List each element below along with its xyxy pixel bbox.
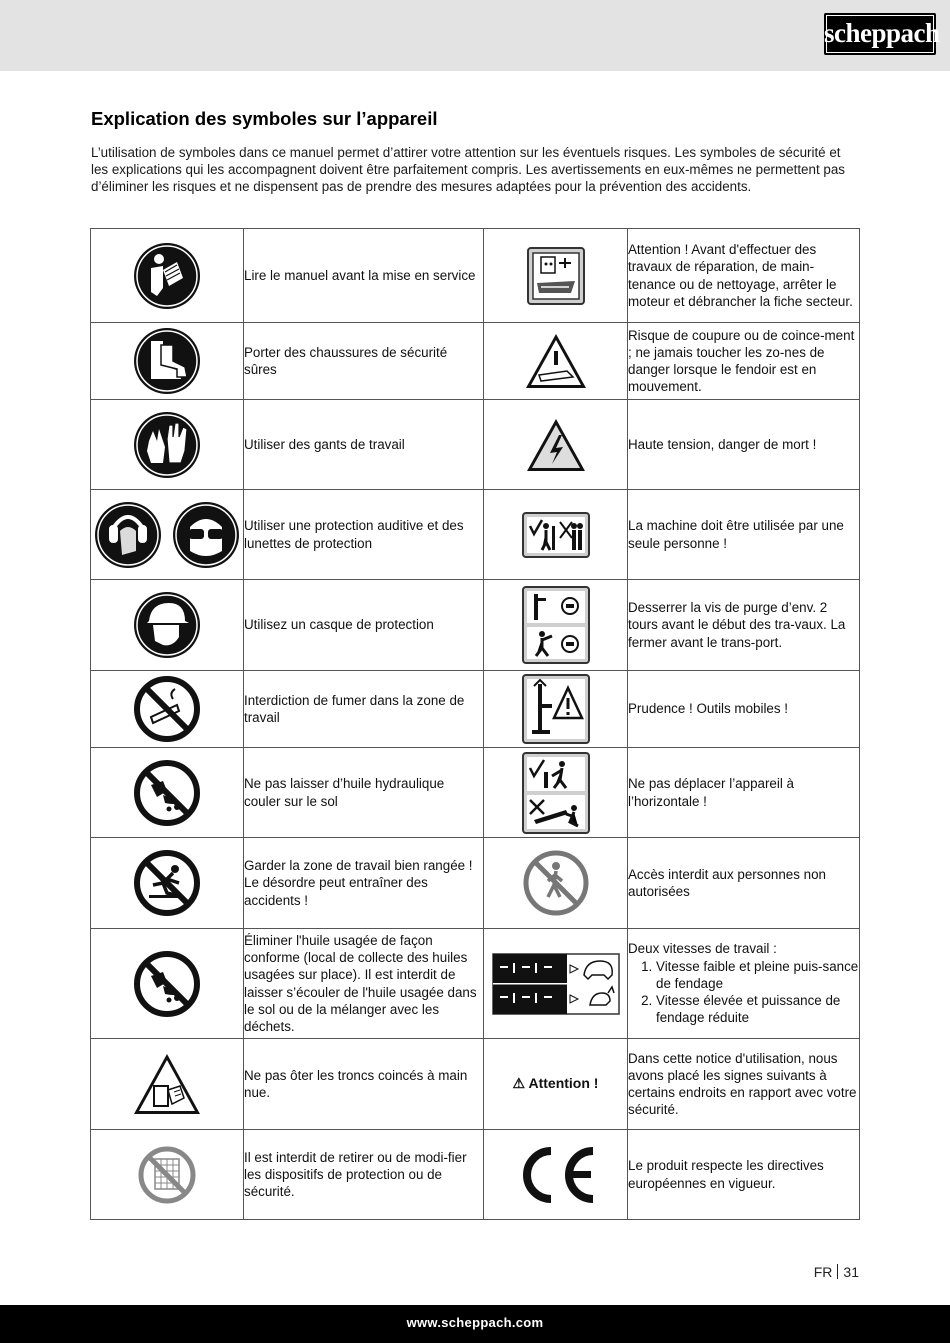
no-smoking-icon [133,675,201,743]
safety-boots-icon [133,327,201,395]
work-gloves-icon [133,411,201,479]
moving-parts-warning-icon [522,674,590,744]
list-item: 2. Vitesse élevée et puissance de fendage réduite [656,992,859,1026]
table-row [91,400,860,490]
attention-label: ⚠ Attention ! [512,1075,599,1092]
right-description: Haute tension, danger de mort ! [628,436,817,452]
no-horizontal-transport-icon [522,752,590,834]
no-oil-spill-icon [133,759,201,827]
no-unauthorized-access-icon [522,849,590,917]
left-description: Interdiction de fumer dans la zone de travail [244,692,465,725]
right-description: Dans cette notice d'utilisation, nous avons placé les signes suivants à certains endroits en rapport avec votre sécurité. [628,1050,857,1118]
ear-and-eye-protection-icon [94,501,240,569]
right-description: Ne pas déplacer l’appareil à l’horizontale ! [628,776,794,809]
page-number-divider [837,1264,838,1279]
left-description: Ne pas laisser d’huile hydraulique couler sur le sol [244,776,445,809]
right-description: Risque de coupure ou de coince-ment ; ne jamais toucher les zo-nes de danger lorsque le fendoir est en mouvement. [628,327,855,395]
brand-logo-text: scheppach [824,18,940,48]
brand-logo [824,13,940,55]
page-language: FR [813,1264,833,1280]
table-row [91,748,860,838]
no-guard-removal-icon [137,1145,197,1205]
page-number [814,1264,859,1280]
footer-url[interactable]: www.scheppach.com [406,1315,544,1330]
list-item: 1. Vitesse faible et pleine puis-sance de fendage [656,958,859,992]
table-row [91,323,860,400]
right-description: Accès interdit aux personnes non autorisées [628,866,827,899]
left-description: Utiliser une protection auditive et des lunettes de protection [244,518,464,551]
table-row [91,929,860,1039]
right-description: Attention ! Avant d'effectuer des travaux de réparation, de main-tenance ou de nettoyage, arrêter le moteur et débrancher la fiche secteur. [628,242,853,309]
high-voltage-icon [525,417,587,473]
left-description: Il est interdit de retirer ou de modi-fier les dispositifs de protection ou de sécurité. [244,1149,467,1200]
symbols-table [90,228,860,1220]
table-row [91,229,860,323]
no-tripping-icon [133,849,201,917]
hard-hat-icon [133,591,201,659]
hand-crush-warning-icon [523,331,589,391]
right-description: La machine doit être utilisée par une seule personne ! [628,518,844,551]
right-description: Le produit respecte les directives européennes en vigueur. [628,1158,824,1191]
single-operator-icon [522,512,590,558]
ce-mark-icon [515,1145,597,1205]
read-manual-icon [133,242,201,310]
bleed-screw-icon [522,586,590,664]
no-oil-disposal-icon [133,950,201,1018]
left-description: Utiliser des gants de travail [244,436,405,452]
left-description: Éliminer l'huile usagée de façon conforme (local de collecte des huiles usagées sur place). Il est interdit de laisser s’écouler de l'huile usagée dans le sol ou de la mélanger avec les déchets. [244,932,477,1034]
table-row [91,1130,860,1220]
page-number-value: 31 [843,1264,859,1280]
speeds-list [628,958,859,1027]
left-description: Garder la zone de travail bien rangée ! Le désordre peut entraîner des accidents ! [244,858,473,908]
left-description: Lire le manuel avant la mise en service [244,267,476,283]
speeds-intro: Deux vitesses de travail : [628,941,777,957]
stuck-log-warning-icon [132,1052,202,1116]
table-row [91,1039,860,1130]
table-row [91,490,860,580]
right-description: Prudence ! Outils mobiles ! [628,701,789,717]
footer-band [0,1305,950,1343]
page-title: Explication des symboles sur l’appareil [91,108,438,129]
table-row [91,580,860,671]
right-description: Desserrer la vis de purge d’env. 2 tours avant le début des tra-vaux. La fermer avant le trans-port. [628,600,846,650]
header-band [0,0,950,71]
table-row [91,838,860,929]
left-description: Ne pas ôter les troncs coincés à main nue. [244,1067,468,1100]
left-description: Porter des chaussures de sécurité sûres [244,344,448,377]
unplug-before-maintenance-icon [527,247,585,305]
intro-paragraph: L’utilisation de symboles dans ce manuel permet d’attirer votre attention sur les éventuels risques. Les symboles de sécurité et les explications qui les accompagnent doivent être parfaitement compris. Les avertissements en eux-mêmes ne permettent pas d’éliminer les risques et ne dispensent pas de prendre des mesures adaptées pour la prévention des accidents. [91,145,845,195]
two-speeds-icon [492,953,620,1015]
left-description: Utilisez un casque de protection [244,617,434,633]
table-row [91,671,860,748]
